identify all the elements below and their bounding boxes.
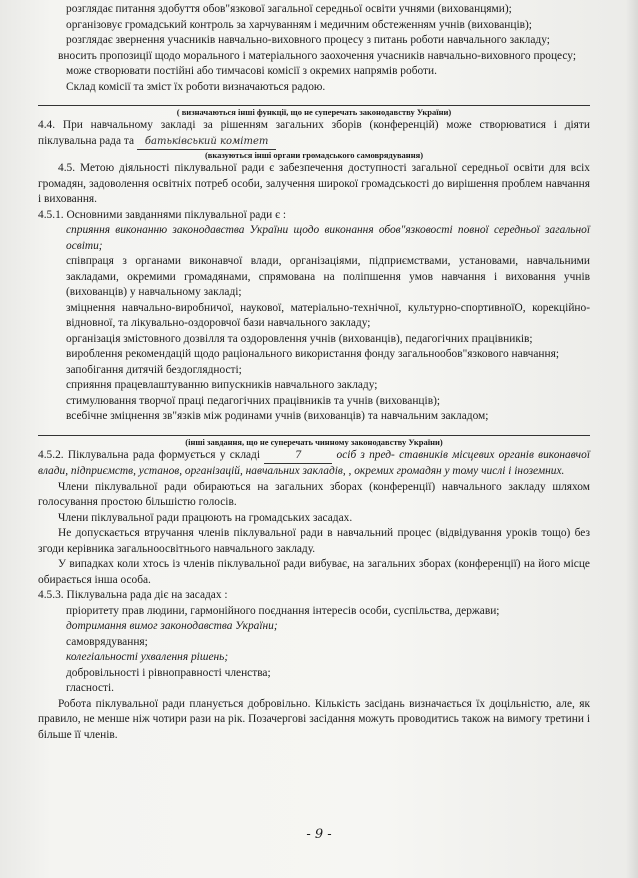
meetings-paragraph: Робота піклувальної ради планується добровільно. Кількість засідань визначається їх доцільністю, але, як правило, не менше ніж чотири рази на рік. Позачергові засідання можуть проводитись також на вимогу третини і більше її членів. — [38, 697, 590, 741]
member-rule: Члени піклувальної ради обираються на загальних зборах (конференції) навчального закладу шляхом голосування простою більшістю голосів. — [38, 480, 590, 508]
task-item: всебічне зміцнення зв"язків між родинами учнів (вихованців) та навчальним закладом; — [66, 410, 489, 422]
function-line: може створювати постійні або тимчасові комісії з окремих напрямів роботи. — [66, 65, 437, 77]
principle-item: самоврядування; — [66, 635, 148, 648]
principle-item: гласності. — [66, 682, 115, 694]
page-number: - 9 - — [306, 827, 332, 842]
section-4-5-2-text: 4.5.2. Піклувальна рада формується у складі — [38, 448, 261, 461]
member-rule: Члени піклувальної ради працюють на громадських засадах. — [58, 511, 353, 524]
function-line: вносить пропозиції щодо морального і матеріального заохочення учасників навчально-виховного процесу; — [58, 49, 577, 62]
handwritten-number: 7 — [264, 448, 332, 465]
member-rule: У випадках коли хтось із членів піклувальної ради вибуває, на загальних зборах (конференції) на його місце обирається інша особа. — [38, 558, 590, 586]
function-line: організовує громадський контроль за харчуванням і медичним обстеженням учнів (вихованців); — [66, 18, 532, 31]
blank-line — [38, 95, 590, 106]
task-item: співпраця з органами виконавчої влади, організаціями, підприємствами, установами, навчальними закладами, окремими громадянами, спрямована на поліпшення умов навчання і виховання учнів (вихованців) у навчальному закладі; — [66, 255, 590, 298]
task-item: запобігання дитячій бездоглядності; — [66, 363, 242, 376]
handwritten-entry: батьківський комітет — [137, 134, 276, 151]
member-rule: Не допускається втручання членів піклувальної ради в навчальний процес (відвідування уроків тощо) без згоди керівника загальноосвітнього навчального закладу. — [38, 527, 590, 555]
principle-item: дотримання вимог законодавства України; — [66, 620, 278, 632]
principle-item: колегіальності ухвалення рішень; — [66, 651, 229, 663]
footnote-tasks: (інші завдання, що не суперечать чинному законодавству України) — [185, 436, 443, 447]
section-4-4 — [38, 118, 590, 150]
function-line: Склад комісії та зміст їх роботи визначаються радою. — [66, 80, 326, 93]
task-item: сприяння виконанню законодавства України щодо виконання обов"язковості повної середньої загальної освіти; — [66, 224, 590, 252]
function-line: розглядає питання здобуття обов"язкової загальної середньої освіти учнями (вихованцями); — [66, 3, 512, 15]
task-item: вироблення рекомендацій щодо раціонального використання фонду загальнообов"язкового навчання; — [66, 348, 560, 360]
task-item: стимулювання творчої праці педагогічних працівників та учнів (вихованців); — [66, 394, 441, 407]
section-4-5-2-continued: осіб з пред- ставників місцевих органів виконавчої влади, підприємств, установ, організацій, навчальних закладів, , окремих громадян у тому числі і іноземних. — [38, 448, 590, 477]
footnote-functions: ( визначаються інші функції, що не суперечать законодавству України) — [176, 107, 452, 117]
section-4-4-text: 4.4. При навчальному закладі за рішенням загальних зборів (конференцій) може створюватися і діяти піклувальна рада та — [38, 119, 590, 147]
blank-line — [38, 425, 590, 436]
principle-item: пріоритету прав людини, гармонійного поєднання інтересів особи, суспільства, держави; — [66, 604, 500, 617]
principle-item: добровільності і рівноправності членства; — [66, 666, 271, 679]
task-item: зміцнення навчально-виробничої, наукової, матеріально-технічної, культурно-спортивноїО, корекційно-відновної, та лікувально-оздоровчої бази навчального закладу; — [66, 301, 590, 329]
scan-edge-shadow — [626, 0, 638, 878]
section-4-5-3-heading: 4.5.3. Піклувальна рада діє на засадах : — [38, 589, 228, 601]
section-4-5-2 — [38, 448, 590, 480]
function-line: розглядає звернення учасників навчально-виховного процесу з питань роботи навчального закладу; — [66, 34, 550, 46]
task-item: організація змістовного дозвілля та оздоровлення учнів (вихованців), педагогічних працівників; — [66, 332, 533, 345]
footnote-organs: (вказуються інші органи громадського самоврядування) — [204, 150, 424, 160]
section-4-5-1-heading: 4.5.1. Основними завданнями піклувальної ради є : — [38, 208, 286, 221]
task-item: сприяння працевлаштуванню випускників навчального закладу; — [66, 379, 378, 391]
section-4-5: 4.5. Метою діяльності піклувальної ради є забезпечення доступності загальної середньої освіти для всіх громадян, задоволення освітніх потреб особи, залучення широкої громадськості до вирішення проблем навчання і виховання. — [38, 162, 590, 205]
